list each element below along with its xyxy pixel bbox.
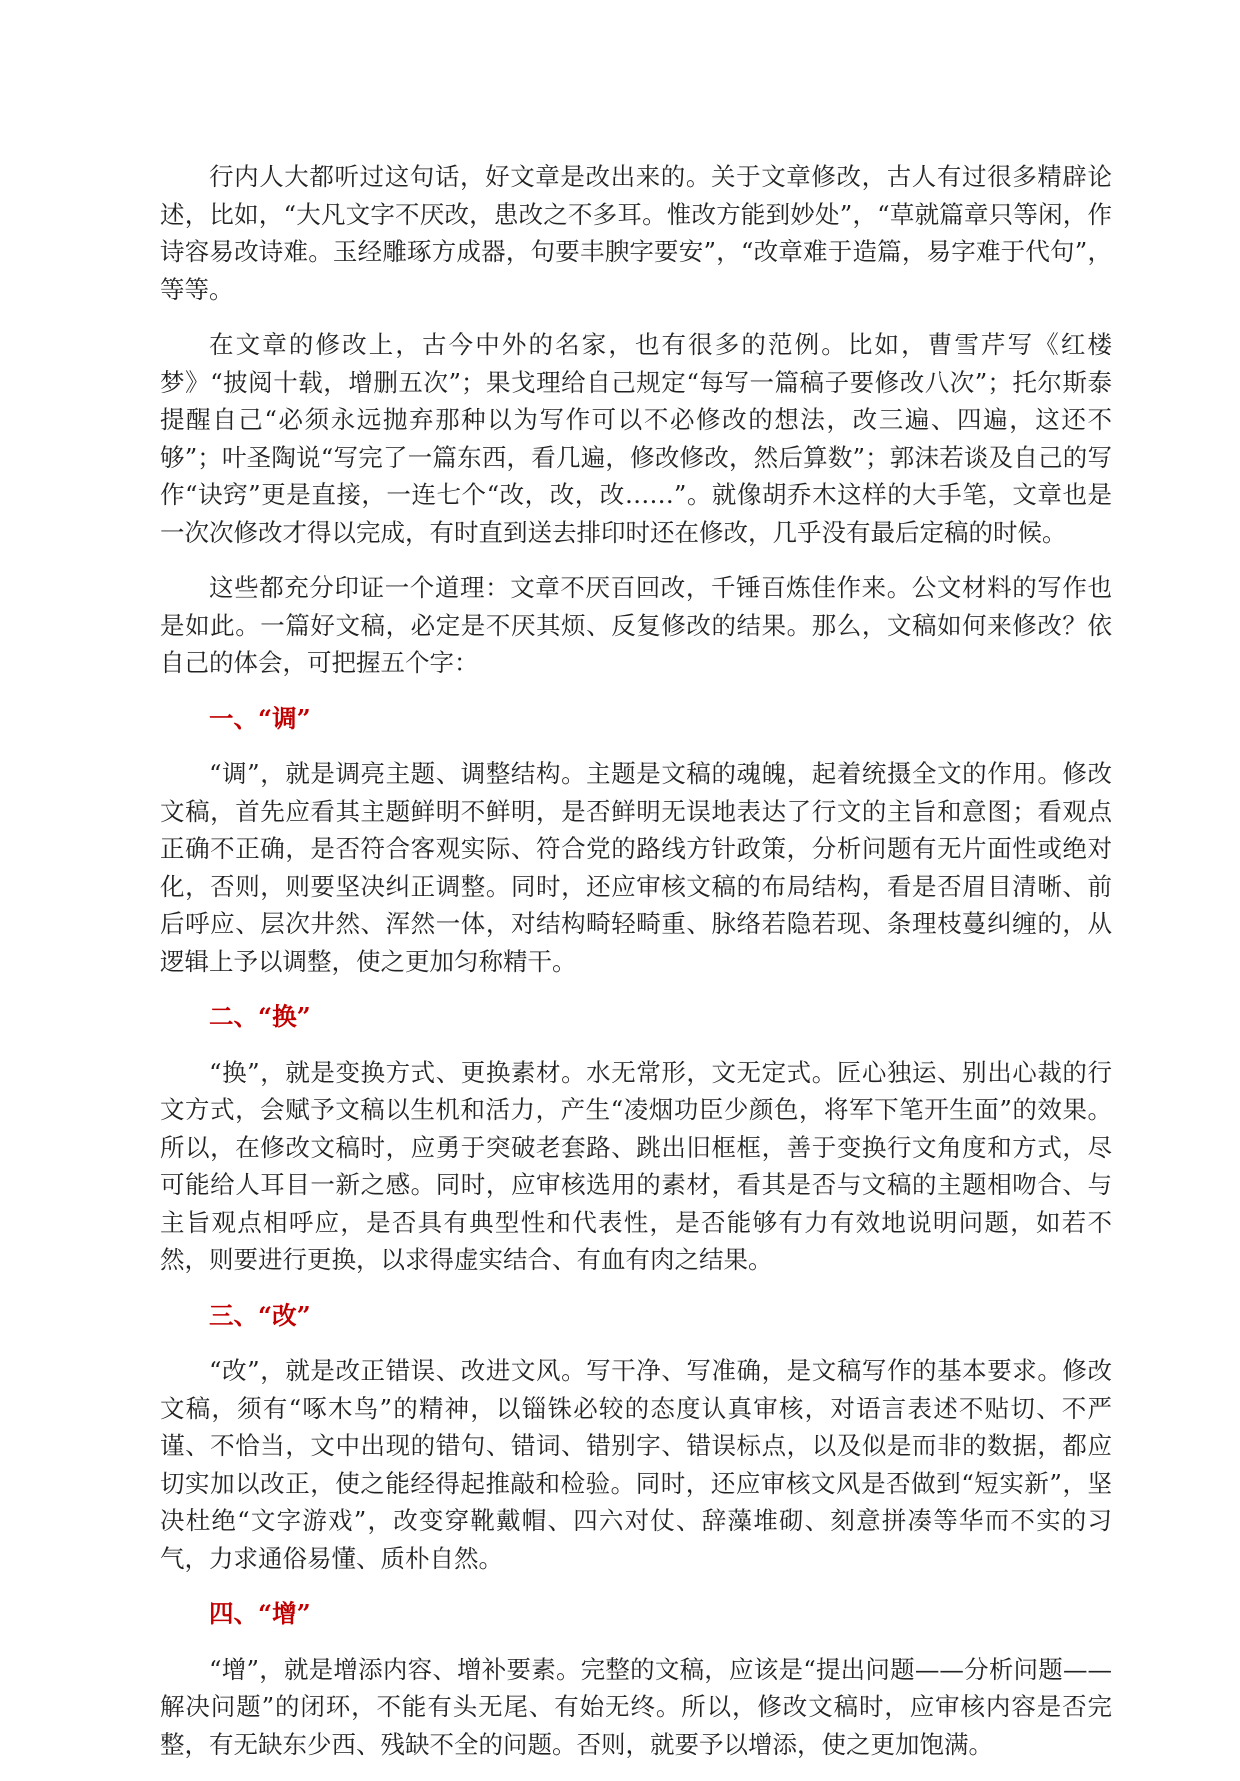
- section-heading-gai: 三、“改”: [209, 1300, 311, 1330]
- section-heading-tiao: 一、“调”: [209, 703, 311, 733]
- intro-paragraph-3: 这些都充分印证一个道理：文章不厌百回改，千锤百炼佳作来。公文材料的写作也是如此。一篇好文稿，必定是不厌其烦、反复修改的结果。那么，文稿如何来修改？依自己的体会，可把握五个字：: [160, 573, 1112, 677]
- section-heading-huan: 二、“换”: [209, 1002, 311, 1031]
- document-page: [160, 158, 1112, 1781]
- section-body-gai: “改”，就是改正错误、改进文风。写干净、写准确，是文稿写作的基本要求。修改文稿，须有“啄木鸟”的精神，以锱铢必较的态度认真审核，对语言表述不贴切、不严谨、不恰当，文中出现的错句、错词、错别字、错误标点，以及似是而非的数据，都应切实加以改正，使之能经得起推敲和检验。同时，还应审核文风是否做到“短实新”，坚决杜绝“文字游戏”，改变穿靴戴帽、四六对仗、辞藻堆砌、刻意拼凑等华而不实的习气，力求通俗易懂、质朴自然。: [160, 1356, 1112, 1573]
- intro-paragraph-1: 行内人大都听过这句话，好文章是改出来的。关于文章修改，古人有过很多精辟论述，比如，“大凡文字不厌改，患改之不多耳。惟改方能到妙处”，“草就篇章只等闲，作诗容易改诗难。玉经雕琢方成器，句要丰腴字要安”，“改章难于造篇，易字难于代句”，等等。: [160, 162, 1112, 304]
- section-body-huan: “换”，就是变换方式、更换素材。水无常形，文无定式。匠心独运、别出心裁的行文方式，会赋予文稿以生机和活力，产生“凌烟功臣少颜色，将军下笔开生面”的效果。所以，在修改文稿时，应勇于突破老套路、跳出旧框框，善于变换行文角度和方式，尽可能给人耳目一新之感。同时，应审核选用的素材，看其是否与文稿的主题相吻合、与主旨观点相呼应，是否具有典型性和代表性，是否能够有力有效地说明问题，如若不然，则要进行更换，以求得虚实结合、有血有肉之结果。: [160, 1057, 1112, 1274]
- section-body-tiao: “调”，就是调亮主题、调整结构。主题是文稿的魂魄，起着统摄全文的作用。修改文稿，首先应看其主题鲜明不鲜明，是否鲜明无误地表达了行文的主旨和意图；看观点正确不正确，是否符合客观实际、符合党的路线方针政策，分析问题有无片面性或绝对化，否则，则要坚决纠正调整。同时，还应审核文稿的布局结构，看是否眉目清晰、前后呼应、层次井然、浑然一体，对结构畸轻畸重、脉络若隐若现、条理枝蔓纠缠的，从逻辑上予以调整，使之更加匀称精干。: [160, 759, 1112, 976]
- section-body-zeng: “增”，就是增添内容、增补要素。完整的文稿，应该是“提出问题——分析问题——解决问题”的闭环，不能有头无尾、有始无终。所以，修改文稿时，应审核内容是否完整，有无缺东少西、残缺不全的问题。否则，就要予以增添，使之更加饱满。: [160, 1654, 1112, 1759]
- intro-paragraph-2: 在文章的修改上，古今中外的名家，也有很多的范例。比如，曹雪芹写《红楼梦》“披阅十载，增删五次”；果戈理给自己规定“每写一篇稿子要修改八次”；托尔斯泰提醒自己“必须永远抛弃那种以为写作可以不必修改的想法，改三遍、四遍，这还不够”；叶圣陶说“写完了一篇东西，看几遍，修改修改，然后算数”；郭沫若谈及自己的写作“诀窍”更是直接，一连七个“改，改，改……”。就像胡乔木这样的大手笔，文章也是一次次修改才得以完成，有时直到送去排印时还在修改，几乎没有最后定稿的时候。: [160, 330, 1112, 547]
- section-heading-zeng: 四、“增”: [209, 1599, 311, 1628]
